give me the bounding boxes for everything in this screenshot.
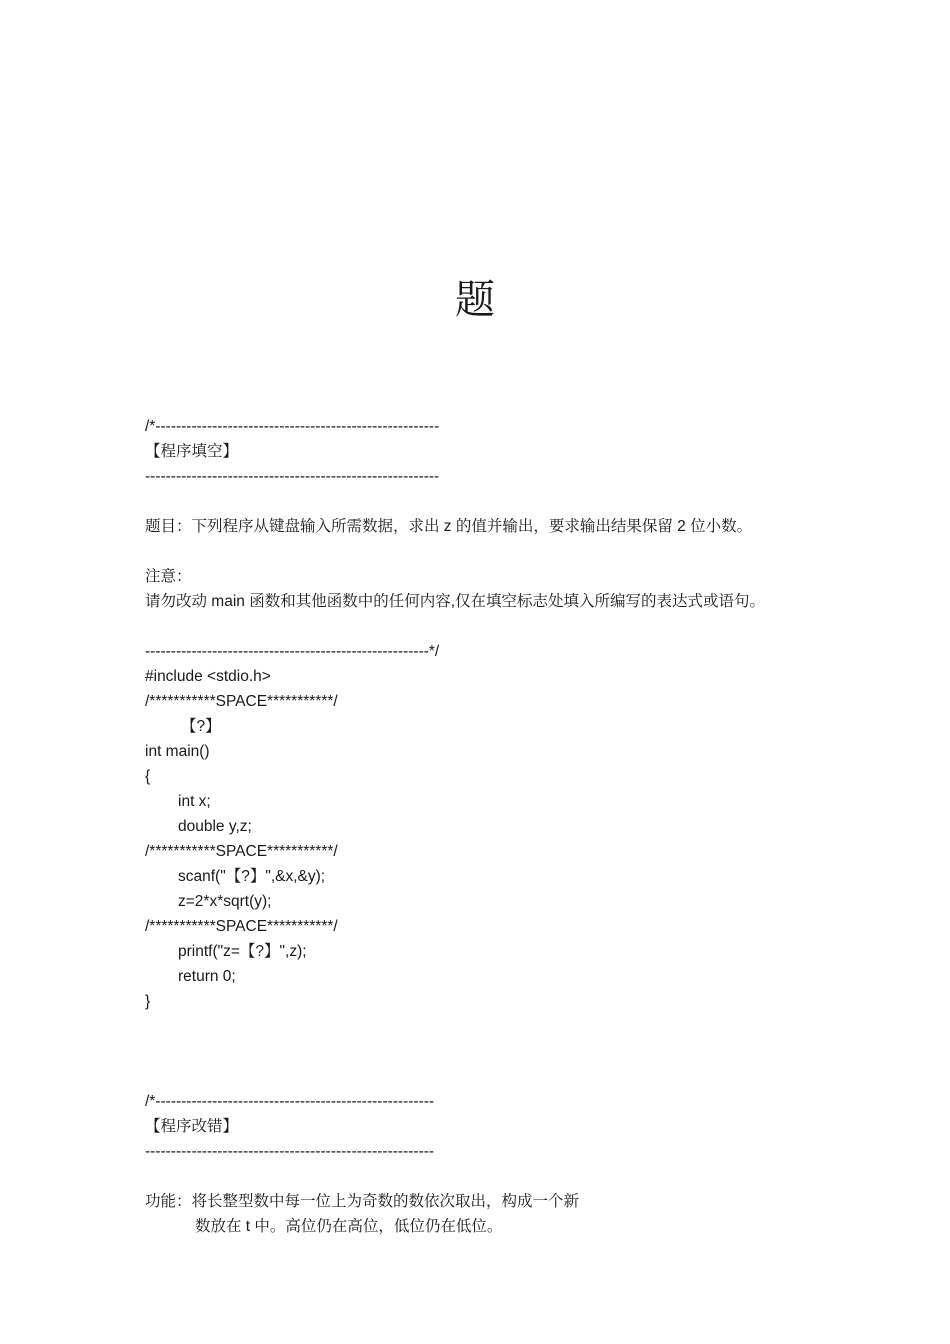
function-description: 功能：将长整型数中每一位上为奇数的数依次取出，构成一个新 <box>145 1193 580 1210</box>
document-body <box>145 414 865 1239</box>
code-line: printf("z=【?】",z); <box>178 943 307 960</box>
section-heading: 【程序改错】 <box>145 1118 239 1135</box>
question-text: 题目：下列程序从键盘输入所需数据，求出 z 的值并输出，要求输出结果保留 2 位小数。 <box>145 518 753 535</box>
code-line: z=2*x*sqrt(y); <box>178 893 272 910</box>
page-title: 题 <box>455 277 495 323</box>
section-heading: 【程序填空】 <box>145 443 239 460</box>
separator: --------------------------------------------------------- <box>145 468 440 485</box>
code-line: /***********SPACE***********/ <box>145 843 338 860</box>
code-line: scanf("【?】",&x,&y); <box>178 868 326 885</box>
code-line: return 0; <box>178 968 236 985</box>
code-line: /***********SPACE***********/ <box>145 693 338 710</box>
separator: -------------------------------------------------------- <box>145 1143 435 1160</box>
error-fix-section <box>145 1089 865 1239</box>
separator-open: /*------------------------------------------------------- <box>145 418 440 435</box>
code-block <box>145 664 865 1014</box>
code-line: int x; <box>178 793 211 810</box>
fill-blank-section <box>145 414 865 1014</box>
code-line: double y,z; <box>178 818 252 835</box>
code-line: { <box>145 768 151 785</box>
code-line: 【?】 <box>181 718 221 735</box>
note-text: 请勿改动 main 函数和其他函数中的任何内容,仅在填空标志处填入所编写的表达式或语句。 <box>145 593 766 610</box>
code-line: int main() <box>145 743 210 760</box>
function-description-cont: 数放在 t 中。高位仍在高位，低位仍在低位。 <box>195 1218 503 1235</box>
separator-open: /*------------------------------------------------------ <box>145 1093 435 1110</box>
note-label: 注意： <box>145 568 192 585</box>
separator-close: -------------------------------------------------------*/ <box>145 643 440 660</box>
code-line: #include <stdio.h> <box>145 668 271 685</box>
code-line: } <box>145 993 151 1010</box>
code-line: /***********SPACE***********/ <box>145 918 338 935</box>
